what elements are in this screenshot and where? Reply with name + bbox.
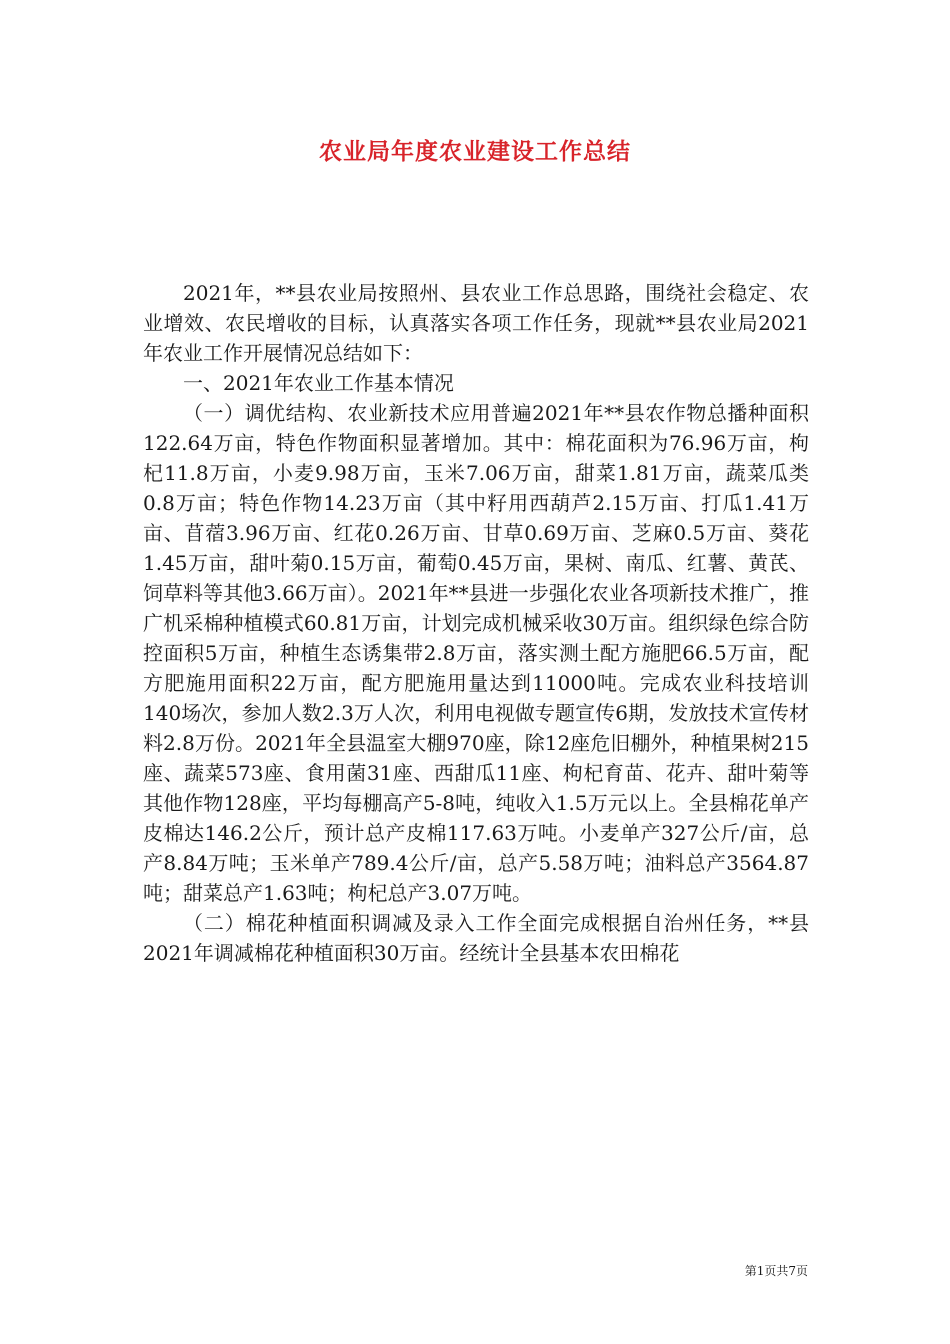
intro-paragraph: 2021年，**县农业局按照州、县农业工作总思路，围绕社会稳定、农业增效、农民增收的目标，认真落实各项工作任务，现就**县农业局2021年农业工作开展情况总结如下： <box>143 281 809 365</box>
body-paragraph: （一）调优结构、农业新技术应用普遍2021年**县农作物总播种面积122.64万亩，特色作物面积显著增加。其中：棉花面积为76.96万亩，枸杞11.8万亩，小麦9.98万亩，玉米7.06万亩，甜菜1.81万亩，蔬菜瓜类0.8万亩；特色作物14.23万亩（其中籽用西葫芦2.15万亩、打瓜1.41万亩、苜蓿3.96万亩、红花0.26万亩、甘草0.69万亩、芝麻0.5万亩、葵花1.45万亩，甜叶菊0.15万亩，葡萄0.45万亩，果树、南瓜、红薯、黄芪、饲草料等其他3.66万亩）。2021年**县进一步强化农业各项新技术推广，推广机采棉种植模式60.81万亩，计划完成机械采收30万亩。组织绿色综合防控面积5万亩，种植生态诱集带2.8万亩，落实测土配方施肥66.5万亩，配方肥施用面积22万亩，配方肥施用量达到11000吨。完成农业科技培训140场次，参加人数2.3万人次，利用电视做专题宣传6期，发放技术宣传材料2.8万份。2021年全县温室大棚970座，除12座危旧棚外，种植果树215座、蔬菜573座、食用菌31座、西甜瓜11座、枸杞育苗、花卉、甜叶菊等其他作物128座，平均每棚高产5-8吨，纯收入1.5万元以上。全县棉花单产皮棉达146.2公斤，预计总产皮棉117.63万吨。小麦单产327公斤/亩，总产8.84万吨；玉米单产789.4公斤/亩，总产5.58万吨；油料总产3564.87吨；甜菜总产1.63吨；枸杞总产3.07万吨。 <box>143 401 809 905</box>
document-title: 农业局年度农业建设工作总结 <box>319 138 631 165</box>
body-paragraph: （二）棉花种植面积调减及录入工作全面完成根据自治州任务，**县2021年调减棉花种植面积30万亩。经统计全县基本农田棉花 <box>143 911 809 965</box>
page-number: 第1页共7页 <box>744 1264 808 1278</box>
section-heading: 一、2021年农业工作基本情况 <box>183 371 454 395</box>
document-body <box>143 278 809 968</box>
